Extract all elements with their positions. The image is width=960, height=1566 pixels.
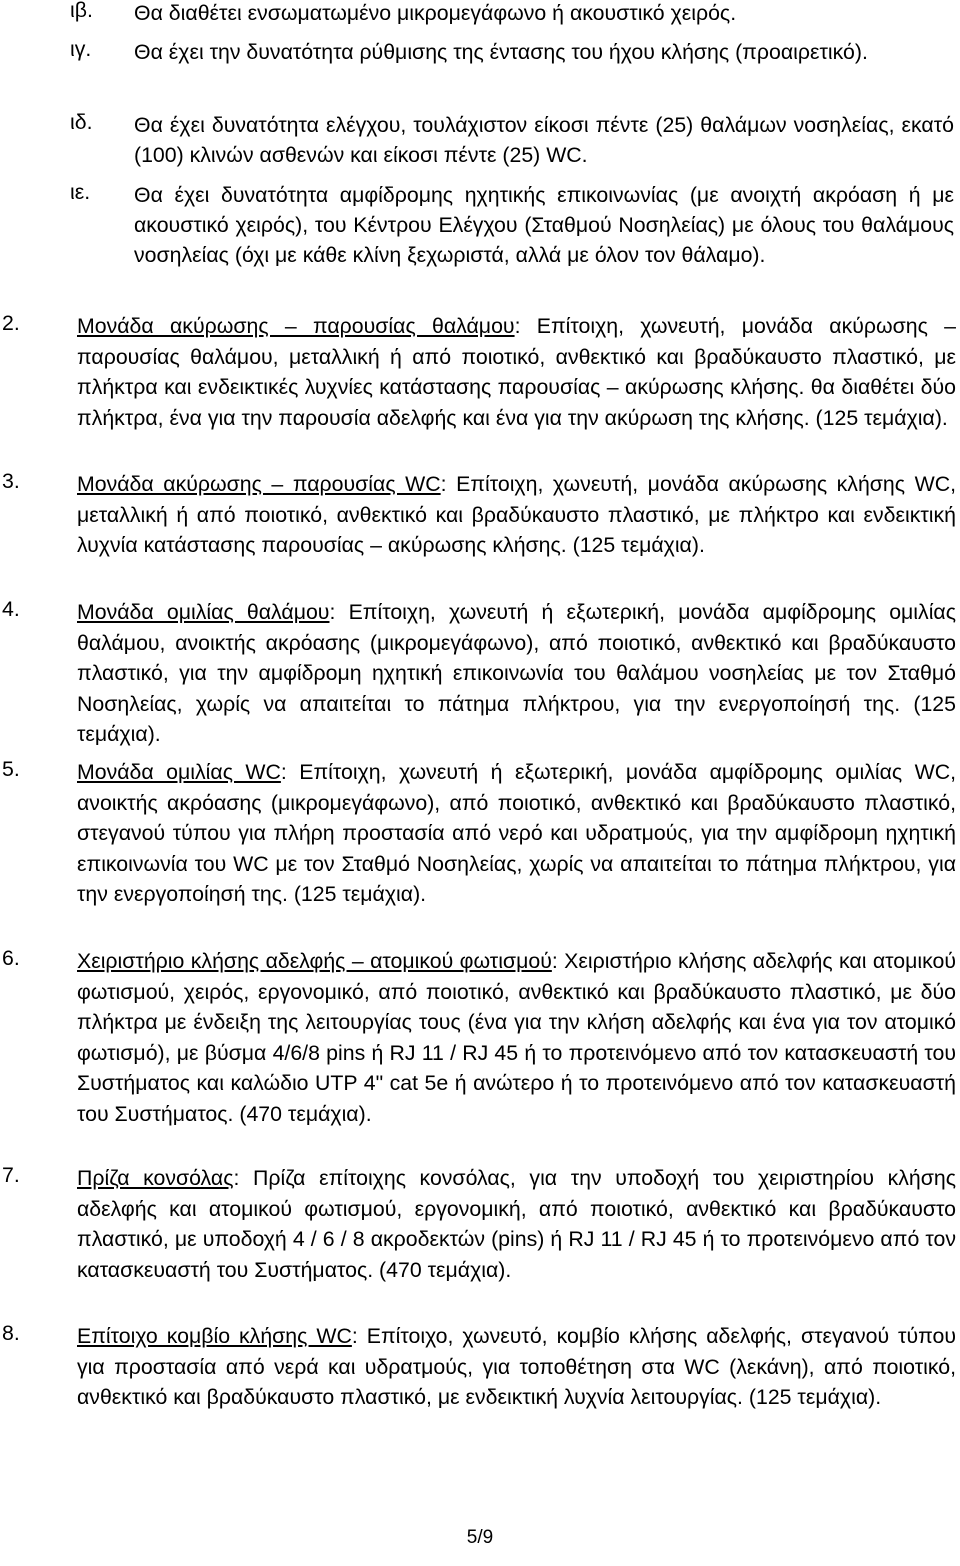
item-description: : Πρίζα επίτοιχης κονσόλας, για την υποδοχή του χειριστηρίου κλήσης αδελφής και ατομικού φωτισμού, εργονομική, από ποιοτικό, ανθεκτικό και βραδύκαυστο πλαστικό, με υποδοχή 4 / 6 / 8 ακροδεκτών (pins) ή RJ 11 / RJ 45 ή το προτεινόμενο από τον κατασκευαστή του Συστήματος. (470 τεμάχια). (77, 1166, 956, 1282)
item-text (77, 469, 956, 561)
page-number: 5/9 (466, 1527, 494, 1548)
item-description: : Επίτοιχη, χωνευτή ή εξωτερική, μονάδα αμφίδρομης ομιλίας θαλάμου, ανοικτής ακρόασης (μικρομεγάφωνο), από ποιοτικό, ανθεκτικό και βραδύκαυστο πλαστικό, για την αμφίδρομη ηχητική επικοινωνία του θαλάμου νοσηλείας με τον Σταθμό Νοσηλείας, χωρίς να απαιτείται το πάτημα πλήκτρου, για την ενεργοποίησή της. (125 τεμάχια). (77, 600, 956, 746)
item-title: Πρίζα κονσόλας (77, 1166, 234, 1190)
item-number: 5. (2, 757, 20, 781)
item-number: 6. (2, 946, 20, 970)
item-title: Επίτοιχο κομβίο κλήσης WC (77, 1324, 352, 1348)
item-number: ιε. (70, 180, 91, 204)
item-description: : Επίτοιχη, χωνευτή ή εξωτερική, μονάδα αμφίδρομης ομιλίας WC, ανοικτής ακρόασης (μικρομεγάφωνο), από ποιοτικό, ανθεκτικό και βραδύκαυστο πλαστικό, στεγανού τύπου για πλήρη προστασία από νερό και υδρατμούς, για την αμφίδρομη ηχητική επικοινωνία του WC με τον Σταθμό Νοσηλείας, χωρίς να απαιτείται το πάτημα πλήκτρου, για την ενεργοποίησή της. (125 τεμάχια). (77, 760, 956, 906)
item-title: Μονάδα ομιλίας θαλάμου (77, 600, 330, 624)
item-number: 8. (2, 1321, 20, 1345)
item-text: Θα διαθέτει ενσωματωμένο μικρομεγάφωνο ή ακουστικό χειρός. (134, 1, 737, 25)
item-description: : Επίτοιχη, χωνευτή, μονάδα ακύρωσης – παρουσίας θαλάμου, μεταλλική ή από ποιοτικό, ανθεκτικό και βραδύκαυστο πλαστικό, με πλήκτρα και ενδεικτικές λυχνίες κατάστασης παρουσίας – ακύρωσης κλήσης. θα διαθέτει δύο πλήκτρα, ένα για την παρουσία αδελφής και ένα για την ακύρωση της κλήσης. (125 τεμάχια). (77, 314, 956, 430)
item-text (77, 1163, 956, 1285)
item-text: Θα έχει δυνατότητα ελέγχου, τουλάχιστον είκοσι πέντε (25) θαλάμων νοσηλείας, εκατό (100) κλινών ασθενών και είκοσι πέντε (25) WC. (134, 113, 954, 167)
item-description: : Χειριστήριο κλήσης αδελφής και ατομικού φωτισμού, χειρός, εργονομικό, από ποιοτικό, ανθεκτικό και βραδύκαυστο πλαστικό, με δύο πλήκτρα με ένδειξη της λειτουργίας τους (ένα για την κλήση αδελφής και ένα για τον ατομικό φωτισμό), με βύσμα 4/6/8 pins ή RJ 11 / RJ 45 ή το προτεινόμενο από τον κατασκευαστή του Συστήματος και καλώδιο UTP 4" cat 5e ή ανώτερο ή το προτεινόμενο από τον κατασκευαστή του Συστήματος. (470 τεμάχια). (77, 949, 956, 1126)
item-description: : Επίτοιχη, χωνευτή, μονάδα ακύρωσης κλήσης WC, μεταλλική ή από ποιοτικό, ανθεκτικό και βραδύκαυστο πλαστικό, με πλήκτρο και ενδεικτική λυχνία κατάστασης παρουσίας – ακύρωσης κλήσης. (125 τεμάχια). (77, 472, 956, 557)
item-description: : Επίτοιχο, χωνευτό, κομβίο κλήσης αδελφής, στεγανού τύπου για προστασία από νερά και υδρατμούς, για τοποθέτηση στα WC (λεκάνη), από ποιοτικό, ανθεκτικό και βραδύκαυστο πλαστικό, με ενδεικτική λυχνία λειτουργίας. (125 τεμάχια). (77, 1324, 956, 1409)
item-text (77, 597, 956, 750)
item-number: 7. (2, 1163, 20, 1187)
item-text (77, 757, 956, 910)
item-number: 4. (2, 597, 20, 621)
item-text: Θα έχει δυνατότητα αμφίδρομης ηχητικής επικοινωνίας (με ανοιχτή ακρόαση ή με ακουστικό χειρός), του Κέντρου Ελέγχου (Σταθμού Νοσηλείας) με όλους του θαλάμους νοσηλείας (όχι με κάθε κλίνη ξεχωριστά, αλλά με όλον τον θάλαμο). (134, 183, 954, 267)
item-text (77, 311, 956, 433)
item-number: ιβ. (70, 0, 93, 22)
item-title: Μονάδα ακύρωσης – παρουσίας θαλάμου (77, 314, 515, 338)
item-text (77, 1321, 956, 1413)
item-number: ιγ. (70, 37, 92, 61)
item-text (77, 946, 956, 1129)
item-text: Θα έχει την δυνατότητα ρύθμισης της έντασης του ήχου κλήσης (προαιρετικό). (134, 40, 868, 64)
item-number: 2. (2, 311, 20, 335)
item-title: Μονάδα ακύρωσης – παρουσίας WC (77, 472, 441, 496)
item-title: Χειριστήριο κλήσης αδελφής – ατομικού φωτισμού (77, 949, 552, 973)
item-title: Μονάδα ομιλίας WC (77, 760, 281, 784)
item-number: 3. (2, 469, 20, 493)
item-number: ιδ. (70, 110, 93, 134)
